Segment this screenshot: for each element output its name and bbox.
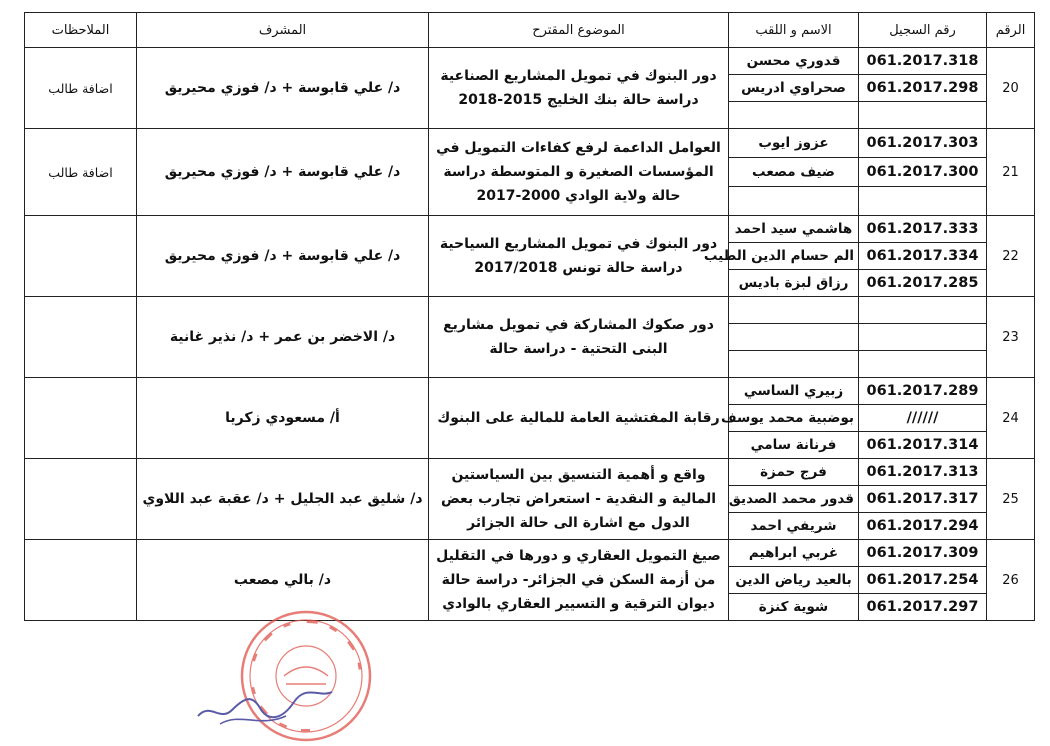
student-regno: 061.2017.313 (859, 459, 987, 486)
student-regno: 061.2017.309 (859, 540, 987, 567)
student-regno: 061.2017.318 (859, 48, 987, 75)
student-regno: 061.2017.298 (859, 75, 987, 102)
student-regno: 061.2017.333 (859, 216, 987, 243)
note-cell (25, 459, 137, 540)
student-name: شريفي احمد (729, 513, 859, 540)
note-cell: اضافة طالب (25, 129, 137, 216)
table-row (25, 378, 1035, 405)
student-name: رزاق لبزة باديس (729, 270, 859, 297)
student-regno: 061.2017.285 (859, 270, 987, 297)
table-header-row (25, 13, 1035, 48)
topic-cell: دور البنوك في تمويل المشاريع السياحية دراسة حالة تونس 2017/2018 (429, 216, 729, 297)
header-topic: الموضوع المقترح (429, 13, 729, 48)
supervisor-cell: د/ شليق عبد الجليل + د/ عقبة عبد اللاوي (137, 459, 429, 540)
student-regno (859, 187, 987, 216)
row-number: 23 (987, 297, 1035, 378)
student-regno: ////// (859, 405, 987, 432)
table-row (25, 459, 1035, 486)
row-number: 20 (987, 48, 1035, 129)
table-row (25, 48, 1035, 75)
student-name: عزوز ايوب (729, 129, 859, 158)
note-cell (25, 540, 137, 621)
row-number: 21 (987, 129, 1035, 216)
note-cell (25, 216, 137, 297)
student-name (729, 297, 859, 324)
student-name: هاشمي سيد احمد (729, 216, 859, 243)
student-regno: 061.2017.294 (859, 513, 987, 540)
student-regno (859, 297, 987, 324)
supervisor-cell: د/ علي قابوسة + د/ فوزي محيريق (137, 216, 429, 297)
handwritten-signature (190, 672, 340, 732)
header-num: الرقم (987, 13, 1035, 48)
table-row (25, 540, 1035, 567)
row-number: 24 (987, 378, 1035, 459)
student-regno: 061.2017.303 (859, 129, 987, 158)
supervisor-cell: د/ بالي مصعب (137, 540, 429, 621)
student-name: شوية كنزة (729, 594, 859, 621)
topic-cell: دور البنوك في تمويل المشاريع الصناعية دراسة حالة بنك الخليج 2015-2018 (429, 48, 729, 129)
header-name: الاسم و اللقب (729, 13, 859, 48)
table-row (25, 129, 1035, 158)
student-name: غربي ابراهيم (729, 540, 859, 567)
official-stamp (236, 606, 376, 746)
student-regno: 061.2017.300 (859, 158, 987, 187)
row-number: 22 (987, 216, 1035, 297)
student-regno (859, 324, 987, 351)
note-cell (25, 297, 137, 378)
topic-cell: رقابة المفتشية العامة للمالية على البنوك (429, 378, 729, 459)
header-notes: الملاحظات (25, 13, 137, 48)
student-regno (859, 351, 987, 378)
table-row (25, 216, 1035, 243)
student-regno: 061.2017.289 (859, 378, 987, 405)
registration-table (24, 12, 1035, 621)
row-number: 25 (987, 459, 1035, 540)
supervisor-cell: أ/ مسعودي زكريا (137, 378, 429, 459)
header-supervisor: المشرف (137, 13, 429, 48)
student-name: قدوري محسن (729, 48, 859, 75)
student-name (729, 324, 859, 351)
student-regno: 061.2017.254 (859, 567, 987, 594)
header-regno: رقم السجيل (859, 13, 987, 48)
row-number: 26 (987, 540, 1035, 621)
student-name: الم حسام الدين الطيب (729, 243, 859, 270)
student-name: فرج حمزة (729, 459, 859, 486)
table-row (25, 297, 1035, 324)
student-name (729, 187, 859, 216)
student-regno: 061.2017.317 (859, 486, 987, 513)
topic-cell: واقع و أهمية التنسيق بين السياستين المالية و النقدية - استعراض تجارب بعض الدول مع اشارة الى حالة الجزائر (429, 459, 729, 540)
supervisor-cell: د/ الاخضر بن عمر + د/ نذير غانية (137, 297, 429, 378)
student-name: فرنانة سامي (729, 432, 859, 459)
student-name: قدور محمد الصديق (729, 486, 859, 513)
student-name: بالعيد رياض الدين (729, 567, 859, 594)
student-regno: 061.2017.297 (859, 594, 987, 621)
topic-cell: دور صكوك المشاركة في تمويل مشاريع البنى التحتية - دراسة حالة (429, 297, 729, 378)
note-cell (25, 378, 137, 459)
note-cell: اضافة طالب (25, 48, 137, 129)
supervisor-cell: د/ علي قابوسة + د/ فوزي محيريق (137, 129, 429, 216)
student-name (729, 351, 859, 378)
topic-cell: صيغ التمويل العقاري و دورها في التقليل من أزمة السكن في الجزائر- دراسة حالة ديوان الترقية و التسيير العقاري بالوادي (429, 540, 729, 621)
student-name (729, 102, 859, 129)
student-regno (859, 102, 987, 129)
topic-cell: العوامل الداعمة لرفع كفاءات التمويل في المؤسسات الصغيرة و المتوسطة دراسة حالة ولاية الوادي 2000-2017 (429, 129, 729, 216)
student-name: بوضبية محمد يوسف (729, 405, 859, 432)
student-name: صحراوي ادريس (729, 75, 859, 102)
student-name: ضيف مصعب (729, 158, 859, 187)
student-regno: 061.2017.314 (859, 432, 987, 459)
student-name: زبيري الساسي (729, 378, 859, 405)
student-regno: 061.2017.334 (859, 243, 987, 270)
supervisor-cell: د/ علي قابوسة + د/ فوزي محيريق (137, 48, 429, 129)
